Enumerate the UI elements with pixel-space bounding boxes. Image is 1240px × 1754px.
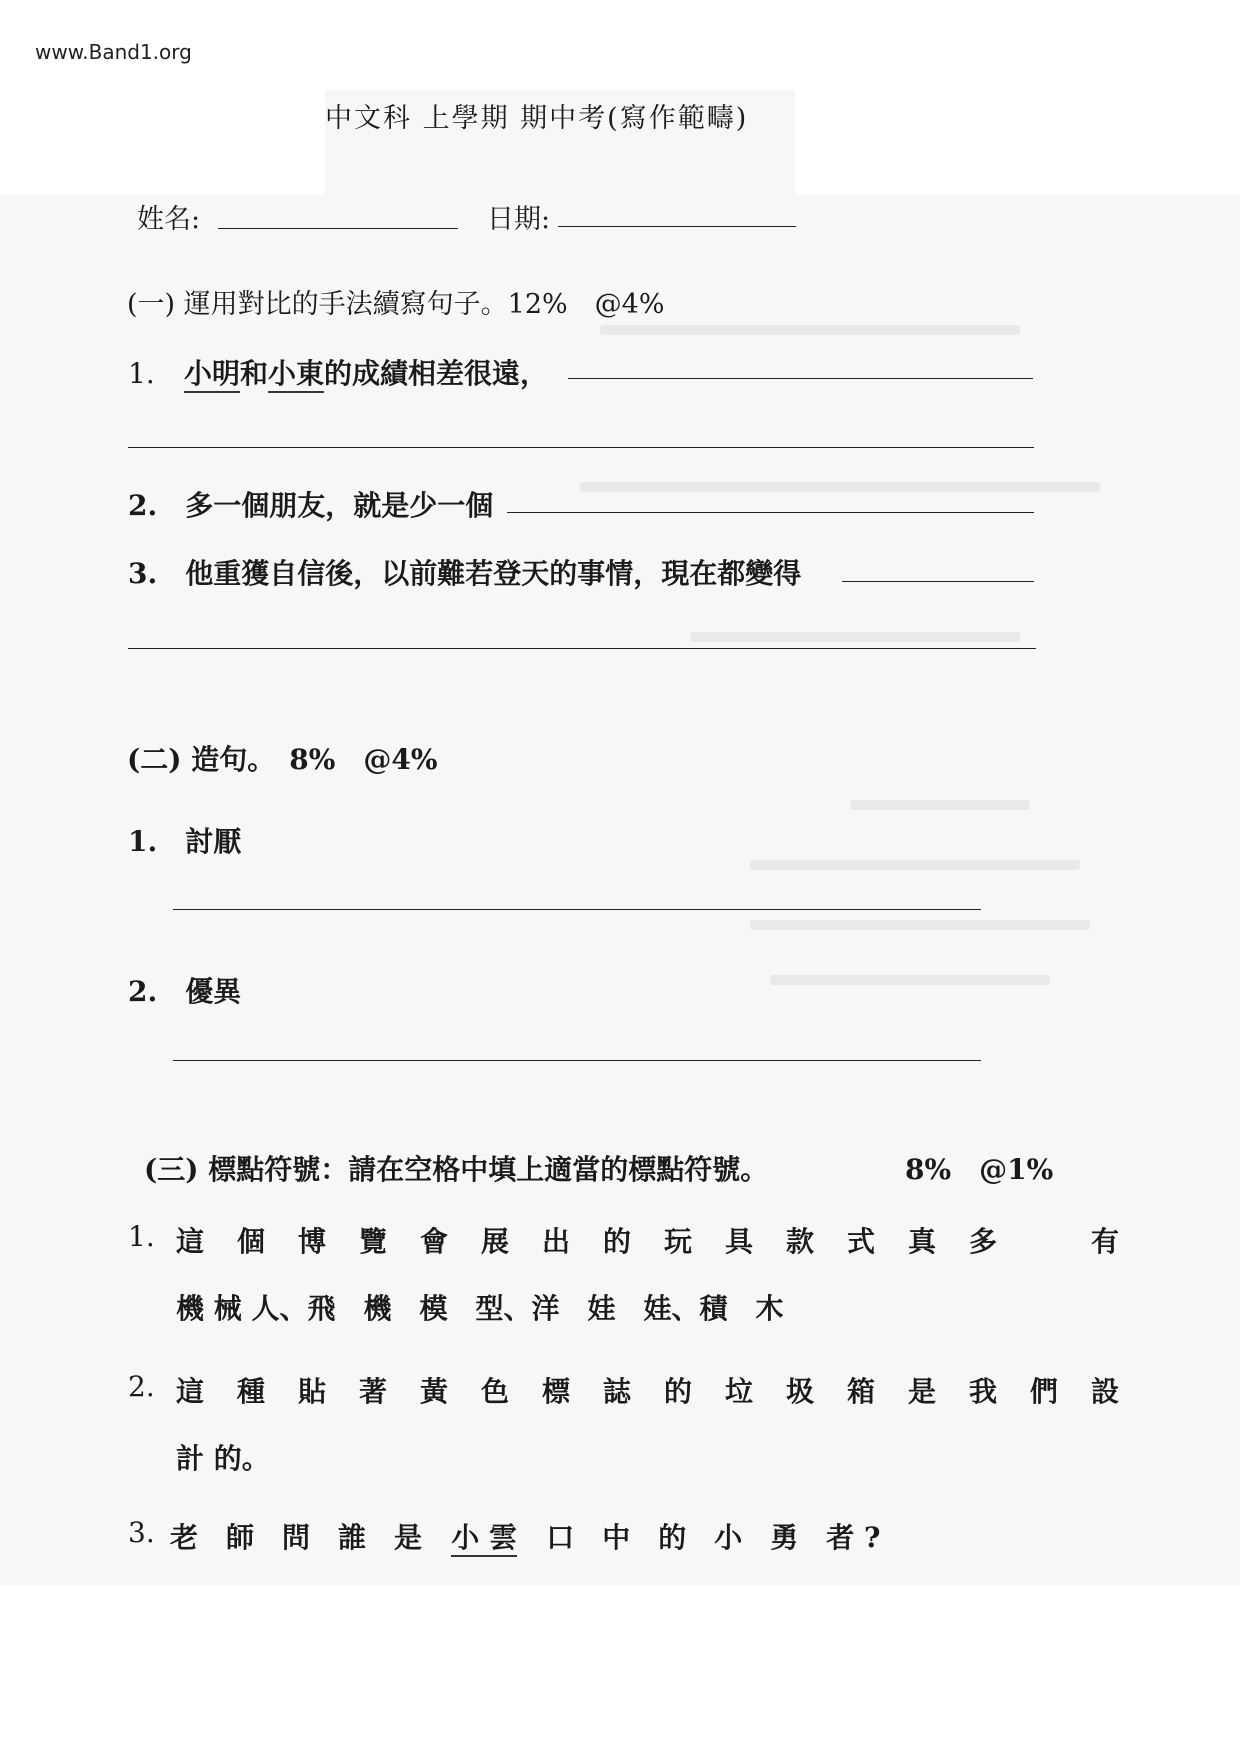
char: 設	[1091, 1375, 1120, 1408]
char: 覽	[359, 1225, 388, 1258]
scan-artifact	[750, 860, 1080, 870]
section3-heading: (三) 標點符號：請在空格中填上適當的標點符號。	[144, 1153, 769, 1186]
scan-artifact	[750, 920, 1090, 930]
char: 的	[603, 1225, 632, 1258]
section1-heading: (一) 運用對比的手法續寫句子。12% @4%	[127, 289, 665, 320]
char: 這	[176, 1225, 205, 1258]
s3-q3-part-a: 老 師 問 誰 是	[170, 1521, 423, 1554]
char: 具	[725, 1225, 754, 1258]
char: 真	[908, 1225, 937, 1258]
char: 垃	[725, 1375, 754, 1408]
char: 的	[664, 1375, 693, 1408]
char: 出	[542, 1225, 571, 1258]
char: 們	[1030, 1375, 1059, 1408]
scan-artifact	[770, 975, 1050, 985]
char: 博	[298, 1225, 327, 1258]
char: 貼	[298, 1375, 327, 1408]
s1-question-3: 3. 他重獲自信後，以前難若登天的事情，現在都變得	[128, 557, 802, 590]
char: 多	[969, 1225, 998, 1258]
char: 這	[176, 1375, 205, 1408]
site-url[interactable]: www.Band1.org	[35, 40, 192, 64]
char: 圾	[786, 1375, 815, 1408]
char: 個	[237, 1225, 266, 1258]
s2-question-2: 2. 優異	[128, 975, 242, 1008]
s1-q2-answer-line[interactable]	[507, 512, 1034, 513]
s1-q3-answer-line[interactable]	[842, 581, 1034, 582]
s1-q1-name-a: 小明	[184, 357, 240, 393]
date-label: 日期:	[487, 204, 551, 235]
s1-q3-answer-line-2[interactable]	[128, 648, 1036, 649]
char: 箱	[847, 1375, 876, 1408]
s3-q3-part-b: 口 中 的 小 勇 者 ?	[546, 1521, 881, 1554]
s1-q1-rest: 的成績相差很遠，	[324, 357, 549, 390]
s2-q1-answer-line[interactable]	[173, 909, 981, 910]
s3-q3-name: 小 雲	[451, 1521, 517, 1557]
scan-artifact	[690, 632, 1020, 642]
char: 誌	[603, 1375, 632, 1408]
char: 種	[237, 1375, 266, 1408]
name-field-line[interactable]	[218, 228, 458, 229]
char: 是	[908, 1375, 937, 1408]
name-label: 姓名:	[137, 204, 201, 235]
s1-q1-number: 1.	[128, 357, 155, 390]
s1-q1-mid: 和	[239, 357, 268, 390]
section3-score: 8% @1%	[905, 1153, 1054, 1186]
date-field-line[interactable]	[558, 226, 796, 227]
scan-artifact	[580, 482, 1100, 492]
char: 著	[359, 1375, 388, 1408]
s3-q2-number: 2.	[128, 1370, 155, 1403]
char: 展	[481, 1225, 510, 1258]
scan-artifact	[850, 800, 1030, 810]
section2-heading: (二) 造句。 8% @4%	[127, 743, 438, 776]
s2-question-1: 1. 討厭	[128, 825, 242, 858]
s2-q2-answer-line[interactable]	[173, 1060, 981, 1061]
s1-q1-answer-line[interactable]	[568, 378, 1033, 379]
s3-q1-number: 1.	[128, 1220, 155, 1253]
char: 會	[420, 1225, 449, 1258]
s1-q1-name-b: 小東	[268, 357, 324, 393]
s3-q3-number: 3.	[128, 1516, 155, 1549]
char: 標	[542, 1375, 571, 1408]
s1-question-1	[128, 352, 548, 392]
s3-question-3	[170, 1516, 880, 1556]
s3-q2-line-2: 計 的。	[176, 1442, 270, 1475]
s3-q2-line-1	[176, 1370, 1125, 1410]
s3-q1-line-1	[176, 1220, 1125, 1260]
page-title: 中文科 上學期 期中考(寫作範疇)	[325, 103, 749, 134]
char: 玩	[664, 1225, 693, 1258]
scan-artifact	[600, 325, 1020, 335]
char: 我	[969, 1375, 998, 1408]
char: 有	[1091, 1225, 1120, 1258]
char: 式	[847, 1225, 876, 1258]
s1-q1-answer-line-2[interactable]	[128, 447, 1034, 448]
char: 款	[786, 1225, 815, 1258]
char: 黃	[420, 1375, 449, 1408]
char: 色	[481, 1375, 510, 1408]
s1-question-2: 2. 多一個朋友，就是少一個	[128, 489, 494, 522]
s3-q1-line-2: 機 械 人、飛 機 模 型、洋 娃 娃、積 木	[176, 1292, 784, 1325]
